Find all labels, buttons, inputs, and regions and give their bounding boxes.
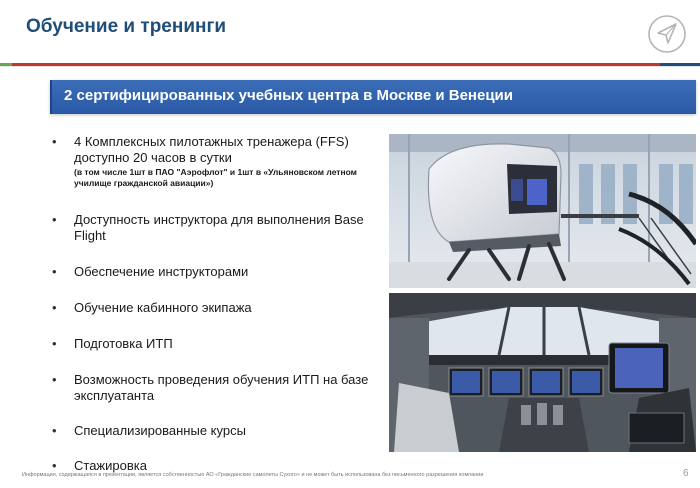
bullet-text: Подготовка ИТП bbox=[74, 336, 173, 351]
section-banner bbox=[50, 80, 696, 114]
bullet-item bbox=[50, 423, 380, 439]
cockpit-photo bbox=[389, 293, 696, 452]
bullet-item bbox=[50, 372, 380, 404]
bullet-text: Специализированные курсы bbox=[74, 423, 246, 438]
bullet-marker: • bbox=[52, 264, 57, 279]
bullet-marker: • bbox=[52, 458, 57, 473]
bullet-marker: • bbox=[52, 423, 57, 438]
bullet-list bbox=[50, 134, 380, 474]
simulator-photo bbox=[389, 134, 696, 288]
bullet-marker: • bbox=[52, 372, 57, 387]
footer-disclaimer: Информация, содержащаяся в презентации, является собственностью АО «Гражданские самолеты Сухого» и не может быть использована без письменного разрешения компании bbox=[22, 472, 484, 478]
bullet-text: Стажировка bbox=[74, 458, 147, 473]
bullet-item bbox=[50, 264, 380, 280]
bullet-item bbox=[50, 336, 380, 352]
header-divider-shadow bbox=[0, 66, 700, 67]
bullet-item bbox=[50, 212, 380, 244]
bullet-marker: • bbox=[52, 336, 57, 351]
bullet-marker: • bbox=[52, 212, 57, 227]
bullet-text: 4 Комплексных пилотажных тренажера (FFS) доступно 20 часов в сутки bbox=[74, 134, 349, 165]
bullet-marker: • bbox=[52, 300, 57, 315]
company-logo-icon bbox=[647, 14, 687, 54]
slide-title: Обучение и тренинги bbox=[26, 16, 227, 37]
bullet-note: (в том числе 1шт в ПАО "Аэрофлот" и 1шт в «Ульяновском летном училище гражданской авиации») bbox=[74, 167, 357, 188]
bullet-text: Возможность проведения обучения ИТП на базе эксплуатанта bbox=[74, 372, 369, 403]
banner-text: 2 сертифицированных учебных центра в Москве и Венеции bbox=[64, 87, 513, 104]
bullet-marker: • bbox=[52, 134, 57, 149]
page-number: 6 bbox=[683, 468, 689, 479]
bullet-text: Обеспечение инструкторами bbox=[74, 264, 249, 279]
bullet-text: Доступность инструктора для выполнения Base Flight bbox=[74, 212, 364, 243]
bullet-item bbox=[50, 134, 380, 189]
bullet-text: Обучение кабинного экипажа bbox=[74, 300, 252, 315]
bullet-item bbox=[50, 300, 380, 316]
